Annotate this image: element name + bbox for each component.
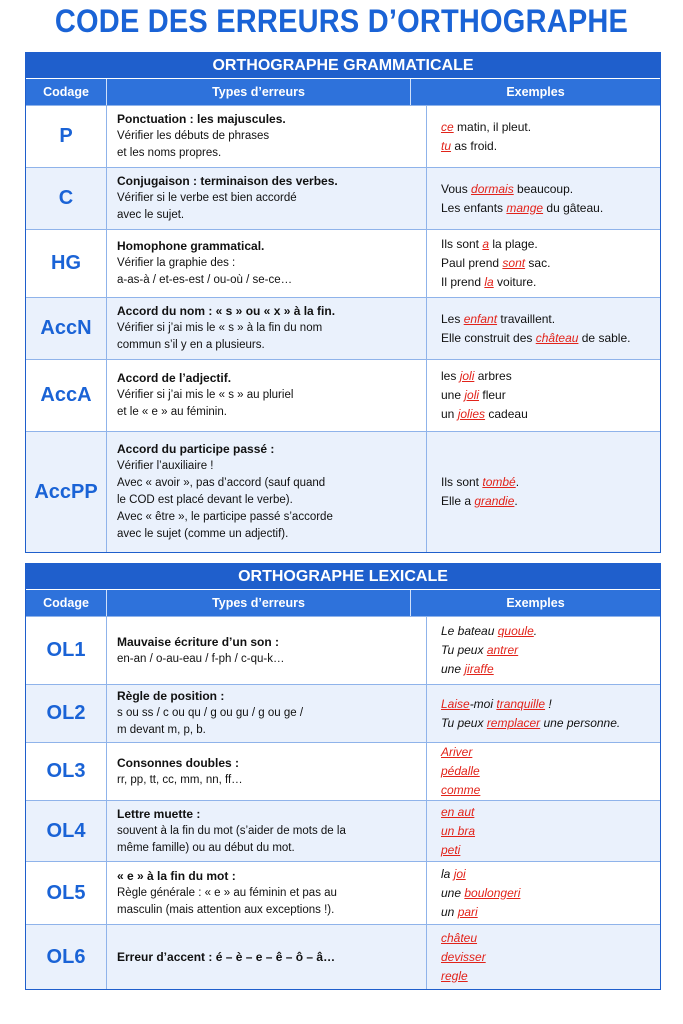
example-line bbox=[441, 235, 650, 254]
example-line bbox=[441, 386, 650, 405]
error-word: château bbox=[535, 330, 579, 345]
table-row bbox=[26, 431, 660, 552]
error-word: Laise bbox=[441, 696, 470, 711]
error-type bbox=[107, 432, 427, 552]
example-line bbox=[441, 929, 650, 948]
error-word: tombé bbox=[482, 475, 516, 489]
error-type bbox=[107, 360, 427, 431]
error-word: remplacer bbox=[486, 715, 541, 730]
example-text: une personne. bbox=[540, 715, 621, 730]
error-type-heading: Mauvaise écriture d’un son : bbox=[117, 634, 280, 649]
example-line bbox=[441, 329, 650, 348]
error-word: jiraffe bbox=[464, 662, 494, 676]
example-text: voiture. bbox=[493, 275, 537, 289]
header-type: Types d’erreurs bbox=[107, 590, 411, 616]
example-line bbox=[441, 967, 650, 986]
error-word: joli bbox=[464, 388, 480, 402]
error-type bbox=[107, 168, 427, 229]
example-text: Elle a bbox=[441, 494, 475, 508]
error-word: comme bbox=[441, 783, 481, 797]
examples bbox=[427, 230, 660, 297]
error-type bbox=[107, 685, 427, 742]
example-text: . bbox=[514, 494, 518, 508]
error-code: OL5 bbox=[26, 862, 107, 924]
table-row bbox=[26, 359, 660, 431]
examples bbox=[427, 617, 660, 684]
error-word: pédalle bbox=[441, 764, 480, 778]
error-type bbox=[107, 230, 427, 297]
example-text: une bbox=[441, 388, 465, 402]
example-line bbox=[441, 695, 650, 714]
example-line bbox=[441, 310, 650, 329]
example-line bbox=[441, 180, 650, 199]
example-text: Vous bbox=[441, 181, 472, 196]
table-row bbox=[26, 861, 660, 924]
error-code: AccPP bbox=[26, 432, 107, 552]
example-text: les bbox=[441, 369, 460, 383]
error-code: OL4 bbox=[26, 801, 107, 861]
example-line bbox=[441, 884, 650, 903]
header-type: Types d’erreurs bbox=[107, 79, 411, 105]
error-type bbox=[107, 801, 427, 861]
example-text: as froid. bbox=[451, 138, 498, 153]
example-text: . bbox=[533, 624, 538, 638]
error-word: joli bbox=[459, 369, 475, 383]
error-type-line: même famille) ou au début du mot. bbox=[117, 841, 295, 854]
error-word: enfant bbox=[463, 311, 498, 326]
error-type bbox=[107, 106, 427, 167]
example-text: du gâteau. bbox=[543, 200, 604, 215]
error-type-heading: Accord du nom : « s » ou « x » à la fin. bbox=[117, 304, 336, 318]
example-text: de sable. bbox=[578, 330, 631, 345]
examples bbox=[427, 925, 660, 989]
error-type bbox=[107, 298, 427, 359]
error-type-line: en-an / o-au-eau / f-ph / c-qu-k… bbox=[117, 652, 285, 665]
example-text: Ils sont bbox=[441, 237, 483, 251]
error-type-heading: Conjugaison : terminaison des verbes. bbox=[117, 174, 338, 188]
error-code: P bbox=[26, 106, 107, 167]
table-row bbox=[26, 167, 660, 229]
example-line bbox=[441, 781, 650, 800]
example-text: la plage. bbox=[489, 237, 538, 251]
error-type-line: et les noms propres. bbox=[117, 147, 222, 159]
error-type-line: Avec « être », le participe passé s’accorde bbox=[117, 511, 333, 523]
error-type-line: Avec « avoir », pas d’accord (sauf quand bbox=[117, 477, 326, 489]
table-row bbox=[26, 800, 660, 861]
error-code: HG bbox=[26, 230, 107, 297]
error-word: pari bbox=[457, 904, 478, 919]
column-headers bbox=[26, 589, 660, 616]
error-type-heading: Lettre muette : bbox=[117, 806, 201, 821]
error-word: boulongeri bbox=[464, 885, 521, 900]
example-text: un bbox=[441, 407, 458, 421]
table-row bbox=[26, 742, 660, 800]
example-line bbox=[441, 473, 650, 492]
error-word: devisser bbox=[441, 949, 486, 964]
error-code: AccN bbox=[26, 298, 107, 359]
example-line bbox=[441, 641, 650, 660]
section-lexical bbox=[25, 563, 661, 990]
example-text: ! bbox=[545, 696, 552, 711]
example-text: Les enfants bbox=[441, 200, 507, 215]
error-type-line: avec le sujet (comme un adjectif). bbox=[117, 528, 289, 540]
header-examples: Exemples bbox=[506, 596, 565, 610]
table-row bbox=[26, 297, 660, 359]
example-text: Elle construit des bbox=[441, 330, 536, 345]
error-word: antrer bbox=[486, 643, 519, 657]
error-type-line: Vérifier si j’ai mis le « s » à la fin du nom bbox=[117, 322, 323, 334]
error-type-line: Vérifier l’auxiliaire ! bbox=[117, 460, 214, 472]
error-type-line: le COD est placé devant le verbe). bbox=[117, 494, 293, 506]
example-line bbox=[441, 273, 650, 292]
error-type-line: Vérifier si j’ai mis le « s » au pluriel bbox=[117, 389, 294, 401]
example-text: Ils sont bbox=[441, 475, 483, 489]
error-code: OL2 bbox=[26, 685, 107, 742]
error-word: Ariver bbox=[441, 745, 473, 759]
example-line bbox=[441, 903, 650, 922]
error-word: en aut bbox=[441, 804, 475, 819]
examples bbox=[427, 862, 660, 924]
examples bbox=[427, 168, 660, 229]
error-word: ce bbox=[441, 119, 454, 134]
header-examples: Exemples bbox=[506, 85, 565, 99]
error-code: OL6 bbox=[26, 925, 107, 989]
error-type-line: Vérifier la graphie des : bbox=[117, 257, 236, 269]
section-grammatical bbox=[25, 52, 661, 553]
error-word: la bbox=[484, 275, 494, 289]
error-word: a bbox=[482, 237, 490, 251]
error-word: un bra bbox=[441, 823, 476, 838]
example-text: une bbox=[441, 662, 465, 676]
example-line bbox=[441, 660, 650, 679]
error-type bbox=[107, 925, 427, 989]
error-type-heading: « e » à la fin du mot : bbox=[117, 868, 236, 883]
examples bbox=[427, 743, 660, 800]
error-word: tranquille bbox=[496, 696, 546, 711]
error-type-heading: Ponctuation : les majuscules. bbox=[117, 112, 286, 126]
example-line bbox=[441, 714, 650, 733]
example-text: Les bbox=[441, 311, 464, 326]
examples bbox=[427, 106, 660, 167]
error-type-heading: Accord du participe passé : bbox=[117, 442, 275, 456]
error-type-heading: Règle de position : bbox=[117, 689, 225, 703]
example-text: -moi bbox=[469, 696, 497, 711]
header-code: Codage bbox=[26, 590, 107, 616]
error-word: joi bbox=[453, 866, 466, 881]
example-text: fleur bbox=[479, 388, 506, 402]
example-line bbox=[441, 865, 650, 884]
table-row bbox=[26, 105, 660, 167]
example-line bbox=[441, 367, 650, 386]
error-type-line: masculin (mais attention aux exceptions !). bbox=[117, 903, 335, 916]
error-word: dormais bbox=[471, 181, 514, 196]
page-title: CODE DES ERREURS D’ORTHOGRAPHE bbox=[54, 4, 629, 40]
example-text: une bbox=[441, 885, 465, 900]
example-line bbox=[441, 137, 650, 156]
example-text: matin, il pleut. bbox=[453, 119, 532, 134]
example-text: Paul prend bbox=[441, 256, 503, 270]
error-type-heading: Consonnes doubles : bbox=[117, 755, 240, 770]
error-word: jolies bbox=[457, 407, 486, 421]
example-text: beaucoup. bbox=[513, 181, 574, 196]
error-type bbox=[107, 862, 427, 924]
error-word: grandie bbox=[474, 494, 515, 508]
error-type-line: s ou ss / c ou qu / g ou gu / g ou ge / bbox=[117, 707, 304, 719]
examples bbox=[427, 685, 660, 742]
example-line bbox=[441, 822, 650, 841]
example-text: Tu peux bbox=[441, 715, 487, 730]
error-type-line: m devant m, p, b. bbox=[117, 724, 206, 736]
example-line bbox=[441, 254, 650, 273]
example-line bbox=[441, 743, 650, 762]
error-type bbox=[107, 743, 427, 800]
error-code: OL1 bbox=[26, 617, 107, 684]
example-line bbox=[441, 199, 650, 218]
example-text: sac. bbox=[525, 256, 551, 270]
example-text: . bbox=[515, 475, 520, 489]
error-type-line: Règle générale : « e » au féminin et pas au bbox=[117, 886, 337, 899]
table-row bbox=[26, 684, 660, 742]
examples bbox=[427, 801, 660, 861]
error-type-line: rr, pp, tt, cc, mm, nn, ff… bbox=[117, 773, 243, 786]
error-word: sont bbox=[502, 256, 526, 270]
error-code: AccA bbox=[26, 360, 107, 431]
example-line bbox=[441, 492, 650, 511]
header-code: Codage bbox=[26, 79, 107, 105]
error-type-line: Vérifier les débuts de phrases bbox=[117, 130, 270, 142]
error-type-line: a-as-à / et-es-est / ou-où / se-ce… bbox=[117, 274, 293, 286]
examples bbox=[427, 298, 660, 359]
error-type-line: Vérifier si le verbe est bien accordé bbox=[117, 192, 297, 204]
example-line bbox=[441, 118, 650, 137]
error-word: châteu bbox=[441, 930, 478, 945]
section-title: ORTHOGRAPHE LEXICALE bbox=[26, 564, 660, 589]
example-line bbox=[441, 841, 650, 860]
example-text: la bbox=[441, 866, 454, 881]
error-type-heading: Homophone grammatical. bbox=[117, 239, 265, 253]
example-text: travaillent. bbox=[497, 311, 556, 326]
example-text: arbres bbox=[474, 369, 512, 383]
error-code: OL3 bbox=[26, 743, 107, 800]
error-word: peti bbox=[441, 842, 461, 857]
error-code: C bbox=[26, 168, 107, 229]
table-row bbox=[26, 229, 660, 297]
column-headers bbox=[26, 78, 660, 105]
example-line bbox=[441, 762, 650, 781]
example-text: Tu peux bbox=[441, 643, 487, 657]
examples bbox=[427, 432, 660, 552]
examples bbox=[427, 360, 660, 431]
error-word: mange bbox=[506, 200, 544, 215]
error-type-heading: Accord de l’adjectif. bbox=[117, 371, 232, 385]
section-title: ORTHOGRAPHE GRAMMATICALE bbox=[26, 53, 660, 78]
example-line bbox=[441, 803, 650, 822]
example-line bbox=[441, 622, 650, 641]
error-type-line: commun s’il y en a plusieurs. bbox=[117, 339, 265, 351]
error-type-line: souvent à la fin du mot (s’aider de mots de la bbox=[117, 824, 346, 837]
example-text: un bbox=[441, 904, 458, 919]
error-word: quoule bbox=[497, 624, 534, 638]
error-word: regle bbox=[441, 968, 468, 983]
example-text: Le bateau bbox=[441, 624, 498, 638]
table-row bbox=[26, 924, 660, 989]
example-line bbox=[441, 948, 650, 967]
error-type-heading: Erreur d’accent : é – è – e – ê – ô – â… bbox=[117, 949, 336, 964]
example-text: Il prend bbox=[441, 275, 485, 289]
error-type-line: et le « e » au féminin. bbox=[117, 406, 227, 418]
example-text: cadeau bbox=[485, 407, 528, 421]
table-row bbox=[26, 616, 660, 684]
example-line bbox=[441, 405, 650, 424]
error-type-line: avec le sujet. bbox=[117, 209, 185, 221]
error-word: tu bbox=[441, 138, 452, 153]
error-type bbox=[107, 617, 427, 684]
